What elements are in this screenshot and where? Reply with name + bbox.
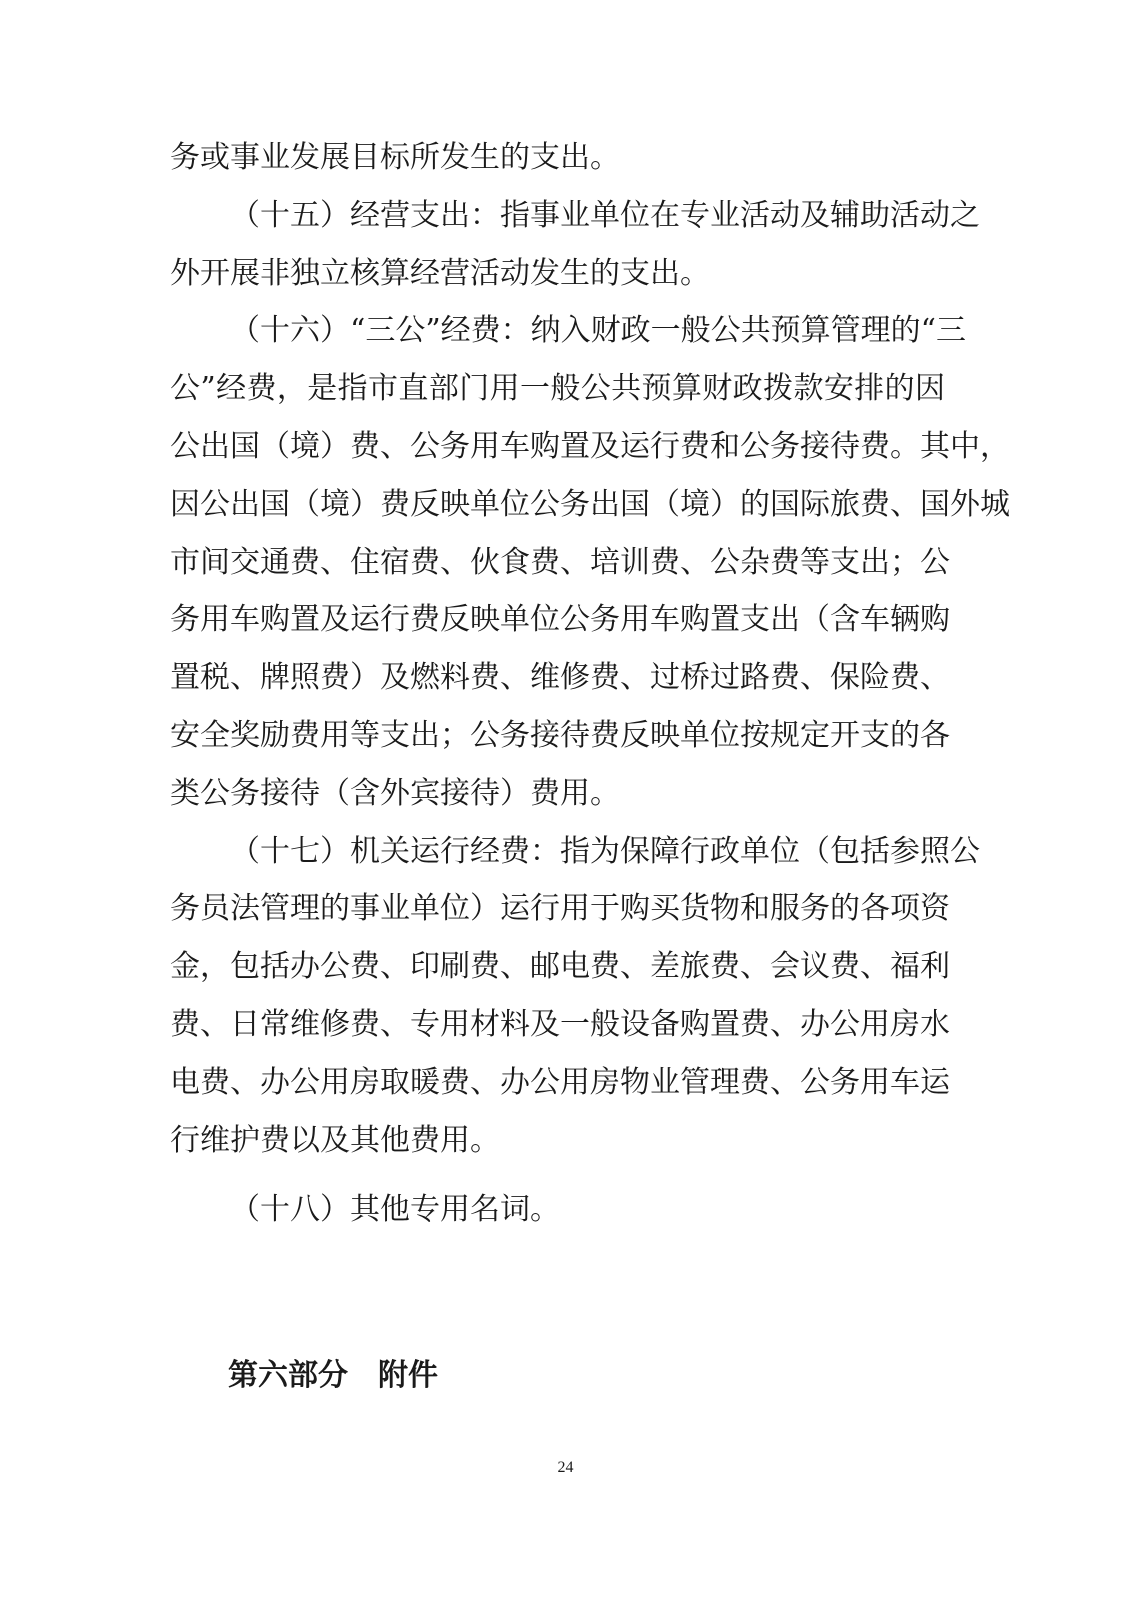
paragraph-line: （十五）经营支出：指事业单位在专业活动及辅助活动之 [230, 198, 980, 233]
paragraph-line: 金，包括办公费、印刷费、邮电费、差旅费、会议费、福利 [170, 949, 950, 984]
paragraph-line: 公”经费，是指市直部门用一般公共预算财政拨款安排的因 [170, 371, 945, 406]
paragraph-line: 电费、办公用房取暖费、办公用房物业管理费、公务用车运 [170, 1065, 950, 1100]
paragraph-line: 外开展非独立核算经营活动发生的支出。 [170, 256, 710, 291]
paragraph-line: （十七）机关运行经费：指为保障行政单位（包括参照公 [230, 834, 980, 869]
paragraph-line: 务用车购置及运行费反映单位公务用车购置支出（含车辆购 [170, 602, 950, 637]
paragraph-line: 务或事业发展目标所发生的支出。 [170, 140, 620, 175]
paragraph-line: 置税、牌照费）及燃料费、维修费、过桥过路费、保险费、 [170, 660, 950, 695]
page-number: 24 [557, 1459, 574, 1476]
section-heading: 第六部分 附件 [228, 1358, 438, 1393]
paragraph-line: 公出国（境）费、公务用车购置及运行费和公务接待费。其中， [170, 429, 1010, 464]
paragraph-line: 类公务接待（含外宾接待）费用。 [170, 776, 620, 811]
paragraph-line: 安全奖励费用等支出；公务接待费反映单位按规定开支的各 [170, 718, 950, 753]
paragraph-line: 务员法管理的事业单位）运行用于购买货物和服务的各项资 [170, 891, 950, 926]
paragraph-line: （十八）其他专用名词。 [230, 1192, 560, 1227]
paragraph-line: 市间交通费、住宿费、伙食费、培训费、公杂费等支出；公 [170, 545, 950, 580]
paragraph-line: 费、日常维修费、专用材料及一般设备购置费、办公用房水 [170, 1007, 950, 1042]
paragraph-line: （十六）“三公”经费：纳入财政一般公共预算管理的“三 [230, 313, 967, 348]
paragraph-line: 因公出国（境）费反映单位公务出国（境）的国际旅费、国外城 [170, 487, 1010, 522]
paragraph-line: 行维护费以及其他费用。 [170, 1123, 500, 1158]
